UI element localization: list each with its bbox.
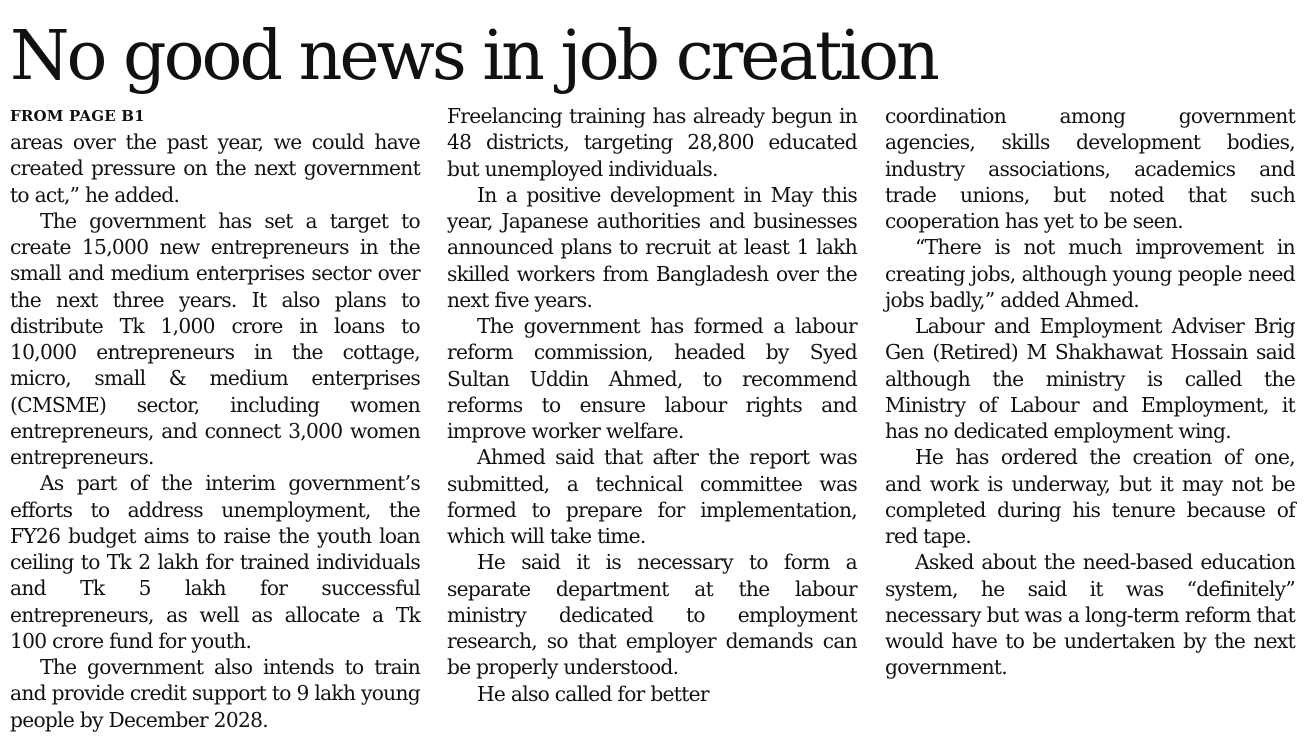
paragraph: coordination among government agencies, skills development bodies, industry associations, academics and trade unions, but noted that such cooperation has yet to be seen. <box>885 104 1295 233</box>
paragraph: areas over the past year, we could have created pressure on the next government to act,” he added. <box>10 130 420 207</box>
paragraph: Ahmed said that after the report was submitted, a technical committee was formed to prepare for implementation, which will take time. <box>447 445 857 548</box>
paragraph: Freelancing training has already begun in 48 districts, targeting 28,800 educated but unemployed individuals. <box>447 104 857 181</box>
article-column-2 <box>447 103 857 707</box>
paragraph: The government also intends to train and provide credit support to 9 lakh young people by December 2028. <box>10 655 420 732</box>
article-column-1 <box>10 103 420 733</box>
article-headline: No good news in job creation <box>10 17 937 96</box>
continuation-kicker: FROM PAGE B1 <box>10 107 145 125</box>
paragraph: In a positive development in May this year, Japanese authorities and businesses announced plans to recruit at least 1 lakh skilled workers from Bangladesh over the next five years. <box>447 182 857 312</box>
paragraph: Labour and Employment Adviser Brig Gen (Retired) M Shakhawat Hossain said although the ministry is called the Ministry of Labour and Employment, it has no dedicated employment wing. <box>885 314 1295 443</box>
paragraph: He said it is necessary to form a separate department at the labour ministry dedicated to employment research, so that employer demands can be properly understood. <box>447 550 857 680</box>
paragraph: The government has formed a labour reform commission, headed by Syed Sultan Uddin Ahmed, to recommend reforms to ensure labour rights and improve worker welfare. <box>447 314 857 443</box>
paragraph: The government has set a target to create 15,000 new entrepreneurs in the small and medium enterprises sector over the next three years. It also plans to distribute Tk 1,000 crore in loans to 10,000 entrepreneurs in the cottage, micro, small & medium enterprises (CMSME) sector, including women entrepreneurs, and connect 3,000 women entrepreneurs. <box>10 208 420 469</box>
article-column-3 <box>885 103 1295 681</box>
paragraph: He has ordered the creation of one, and work is underway, but it may not be completed during his tenure because of red tape. <box>885 445 1295 548</box>
paragraph: “There is not much improvement in creating jobs, although young people need jobs badly,” added Ahmed. <box>885 235 1295 312</box>
paragraph: As part of the interim government’s efforts to address unemployment, the FY26 budget aims to raise the youth loan ceiling to Tk 2 lakh for trained individuals and Tk 5 lakh for successful entrepreneurs, as well as allocate a Tk 100 crore fund for youth. <box>10 471 420 653</box>
paragraph: Asked about the need-based education system, he said it was “definitely” necessary but was a long-term reform that would have to be undertaken by the next government. <box>885 550 1295 680</box>
paragraph: He also called for better <box>477 681 709 706</box>
